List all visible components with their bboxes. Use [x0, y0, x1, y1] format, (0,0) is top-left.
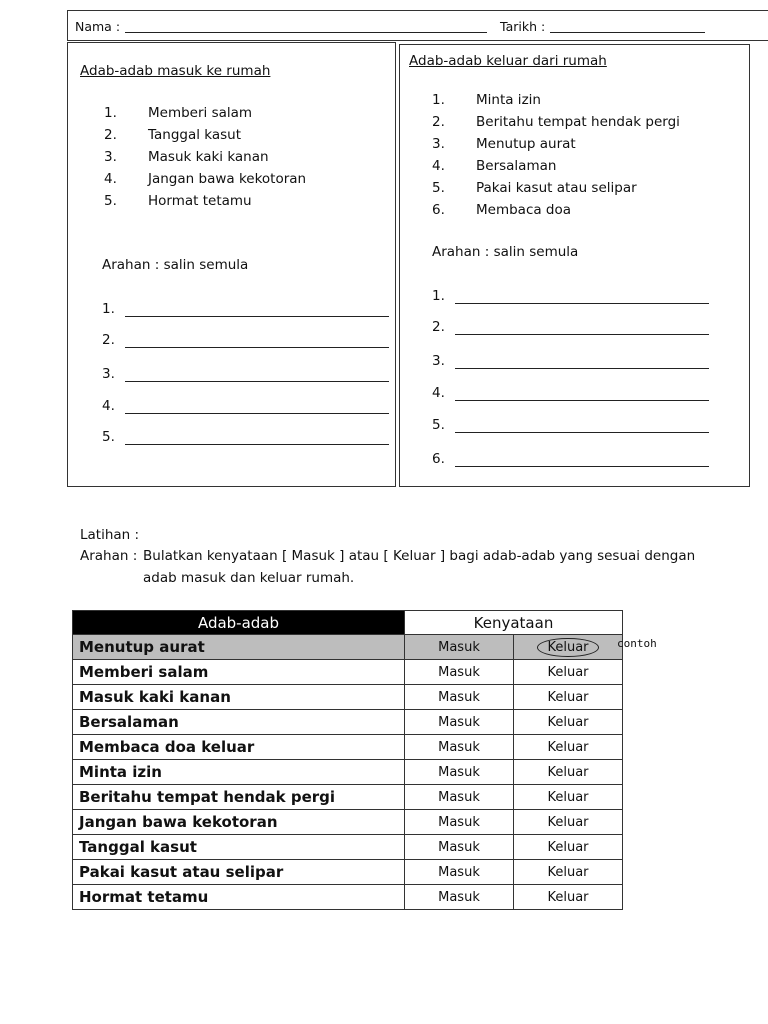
- keluar-option-circled[interactable]: [514, 635, 623, 660]
- adab-cell: Menutup aurat: [73, 635, 405, 660]
- example-note: contoh: [617, 637, 657, 650]
- masuk-option[interactable]: Masuk: [405, 810, 514, 835]
- name-date-header: [67, 10, 768, 41]
- masuk-instruction: Arahan : salin semula: [102, 257, 249, 273]
- adab-cell: Memberi salam: [73, 660, 405, 685]
- table-row: [73, 785, 623, 810]
- adab-cell: Tanggal kasut: [73, 835, 405, 860]
- masuk-option[interactable]: Masuk: [405, 710, 514, 735]
- table-header-row: [73, 611, 623, 635]
- masuk-title: Adab-adab masuk ke rumah: [80, 63, 271, 79]
- masuk-option[interactable]: Masuk: [405, 760, 514, 785]
- masuk-list: 1. Memberi salam 2. Tanggal kasut 3. Masuk kaki kanan 4. Jangan bawa kekotoran 5. Hormat tetamu: [104, 105, 307, 209]
- table-row: [73, 710, 623, 735]
- adab-cell: Beritahu tempat hendak pergi: [73, 785, 405, 810]
- keluar-option[interactable]: Keluar: [514, 785, 623, 810]
- keluar-option[interactable]: Keluar: [514, 835, 623, 860]
- masuk-option[interactable]: Masuk: [405, 735, 514, 760]
- adab-cell: Membaca doa keluar: [73, 735, 405, 760]
- nama-field[interactable]: [125, 32, 487, 33]
- col-header-kenyataan: Kenyataan: [405, 611, 623, 635]
- masuk-option[interactable]: Masuk: [405, 685, 514, 710]
- adab-cell: Jangan bawa kekotoran: [73, 810, 405, 835]
- keluar-panel: Adab-adab keluar dari rumah 1. Minta izin 2. Beritahu tempat hendak pergi 3. Menutup aurat 4. Bersalaman 5. Pakai kasut atau selipar 6. Membaca doa Arahan : salin semula 1. 2. 3. 4. 5. 6.: [399, 44, 750, 487]
- table-row-example: [73, 635, 623, 660]
- keluar-instruction: Arahan : salin semula: [432, 244, 579, 260]
- arahan-text-2: adab masuk dan keluar rumah.: [143, 570, 355, 586]
- arahan-text-1: Bulatkan kenyataan [ Masuk ] atau [ Keluar ] bagi adab-adab yang sesuai dengan: [143, 548, 696, 564]
- latihan-label: Latihan :: [80, 527, 140, 543]
- table-row: [73, 660, 623, 685]
- keluar-option[interactable]: Keluar: [514, 810, 623, 835]
- adab-cell: Masuk kaki kanan: [73, 685, 405, 710]
- adab-cell: Hormat tetamu: [73, 885, 405, 910]
- table-row: [73, 760, 623, 785]
- adab-cell: Minta izin: [73, 760, 405, 785]
- col-header-adab: Adab-adab: [73, 611, 405, 635]
- masuk-option[interactable]: Masuk: [405, 785, 514, 810]
- table-row: [73, 685, 623, 710]
- keluar-option[interactable]: Keluar: [514, 760, 623, 785]
- keluar-option[interactable]: Keluar: [514, 735, 623, 760]
- adab-cell: Bersalaman: [73, 710, 405, 735]
- keluar-option[interactable]: Keluar: [514, 885, 623, 910]
- masuk-option[interactable]: Masuk: [405, 635, 514, 660]
- nama-label: Nama :: [75, 19, 121, 34]
- table-row: [73, 810, 623, 835]
- arahan-label: Arahan :: [80, 548, 138, 564]
- keluar-list: 1. Minta izin 2. Beritahu tempat hendak pergi 3. Menutup aurat 4. Bersalaman 5. Pakai kasut atau selipar 6. Membaca doa: [432, 92, 680, 218]
- masuk-panel: Adab-adab masuk ke rumah 1. Memberi salam 2. Tanggal kasut 3. Masuk kaki kanan 4. Jangan bawa kekotoran 5. Hormat tetamu Arahan : salin semula 1. 2. 3. 4. 5.: [67, 42, 396, 487]
- keluar-option[interactable]: Keluar: [514, 710, 623, 735]
- tarikh-label: Tarikh :: [500, 19, 546, 34]
- adab-cell: Pakai kasut atau selipar: [73, 860, 405, 885]
- adab-table: [72, 610, 623, 910]
- table-row: [73, 885, 623, 910]
- circled-answer: Keluar: [537, 638, 598, 657]
- keluar-option[interactable]: Keluar: [514, 685, 623, 710]
- masuk-option[interactable]: Masuk: [405, 660, 514, 685]
- keluar-option[interactable]: Keluar: [514, 860, 623, 885]
- masuk-option[interactable]: Masuk: [405, 885, 514, 910]
- keluar-option[interactable]: Keluar: [514, 660, 623, 685]
- table-row: [73, 835, 623, 860]
- masuk-option[interactable]: Masuk: [405, 860, 514, 885]
- tarikh-field[interactable]: [550, 32, 705, 33]
- masuk-option[interactable]: Masuk: [405, 835, 514, 860]
- keluar-title: Adab-adab keluar dari rumah: [409, 53, 607, 69]
- table-row: [73, 735, 623, 760]
- table-row: [73, 860, 623, 885]
